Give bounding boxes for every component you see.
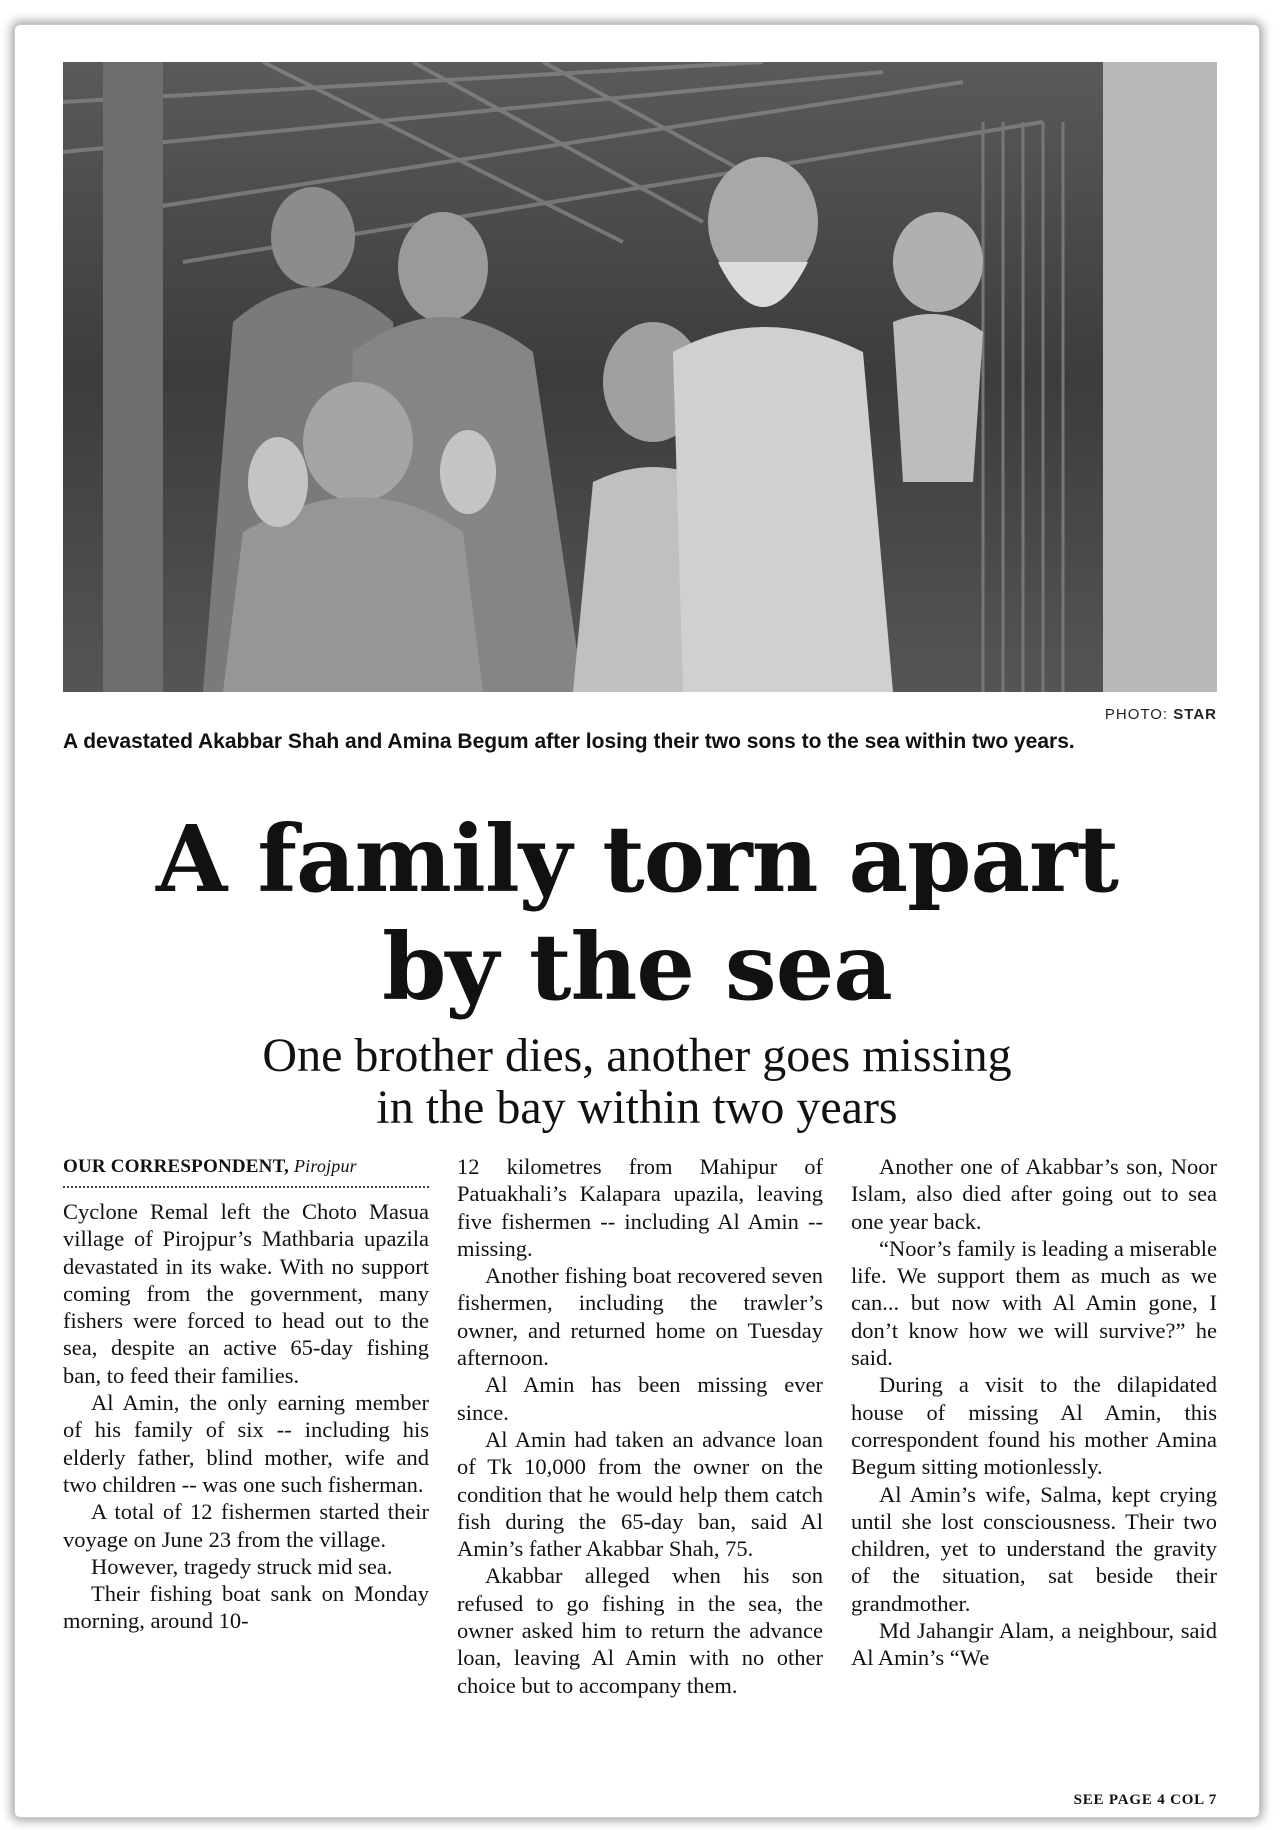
photo-credit-label: PHOTO: xyxy=(1104,706,1169,723)
paragraph: Another one of Akabbar’s son, Noor Islam, also died after going out to sea one year back. xyxy=(851,1154,1217,1234)
photo-credit xyxy=(1105,706,1217,723)
article-column-3 xyxy=(851,1153,1217,1672)
paragraph: Al Amin has been missing ever since. xyxy=(457,1372,823,1425)
paragraph: Al Amin, the only earning member of his family of six -- including his elderly father, blind mother, wife and two children -- was one such fisherman. xyxy=(63,1390,429,1497)
photo-caption: A devastated Akabbar Shah and Amina Begum after losing their two sons to the sea within two years. xyxy=(63,730,1075,753)
byline-divider xyxy=(63,1186,429,1188)
byline-location: Pirojpur xyxy=(293,1156,357,1176)
byline xyxy=(63,1153,429,1180)
article-column-2 xyxy=(457,1153,823,1699)
article-column-1 xyxy=(63,1153,429,1635)
headline-line-1: A family torn apart xyxy=(155,805,1119,913)
paragraph: Cyclone Remal left the Choto Masua village of Pirojpur’s Mathbaria upazila devastated in its wake. With no support coming from the government, many fishers were forced to head out to the sea, despite an active 65-day fishing ban, to feed their families. xyxy=(63,1199,429,1388)
headline xyxy=(15,805,1259,1021)
subheadline xyxy=(15,1030,1259,1134)
paragraph: Their fishing boat sank on Monday morning, around 10- xyxy=(63,1581,429,1634)
paragraph: Akabbar alleged when his son refused to go fishing in the sea, the owner asked him to return the advance loan, leaving Al Amin with no other choice but to accompany them. xyxy=(457,1563,823,1698)
subheadline-line-1: One brother dies, another goes missing xyxy=(262,1029,1012,1082)
news-photo xyxy=(63,62,1217,692)
family-photo-illustration xyxy=(63,62,1217,692)
paragraph: During a visit to the dilapidated house of missing Al Amin, this correspondent found his mother Amina Begum sitting motionlessly. xyxy=(851,1372,1217,1480)
paragraph: A total of 12 fishermen started their voyage on June 23 from the village. xyxy=(63,1499,429,1552)
paragraph: Md Jahangir Alam, a neighbour, said Al Amin’s “We xyxy=(851,1618,1217,1671)
headline-line-2: by the sea xyxy=(382,913,892,1021)
paragraph: 12 kilometres from Mahipur of Patuakhali’s Kalapara upazila, leaving five fishermen -- including Al Amin -- missing. xyxy=(457,1154,823,1261)
continued-jump-line[interactable]: SEE PAGE 4 COL 7 xyxy=(1073,1792,1217,1808)
newspaper-clipping xyxy=(14,24,1260,1818)
paragraph: Another fishing boat recovered seven fishermen, including the trawler’s owner, and returned home on Tuesday afternoon. xyxy=(457,1263,823,1371)
paragraph: Al Amin had taken an advance loan of Tk 10,000 from the owner on the condition that he would help them catch fish during the 65-day ban, said Al Amin’s father Akabbar Shah, 75. xyxy=(457,1426,823,1562)
paragraph: However, tragedy struck mid sea. xyxy=(91,1553,393,1579)
paragraph: “Noor’s family is leading a miserable life. We support them as much as we can... but now with Al Amin gone, I don’t know how we will survive?” he said. xyxy=(851,1235,1217,1371)
byline-author: OUR CORRESPONDENT, xyxy=(63,1156,289,1177)
paragraph: Al Amin’s wife, Salma, kept crying until she lost consciousness. Their two children, yet to understand the gravity of the situation, sat beside their grandmother. xyxy=(851,1481,1217,1616)
subheadline-line-2: in the bay within two years xyxy=(376,1081,898,1134)
photo-credit-source: STAR xyxy=(1173,706,1217,723)
